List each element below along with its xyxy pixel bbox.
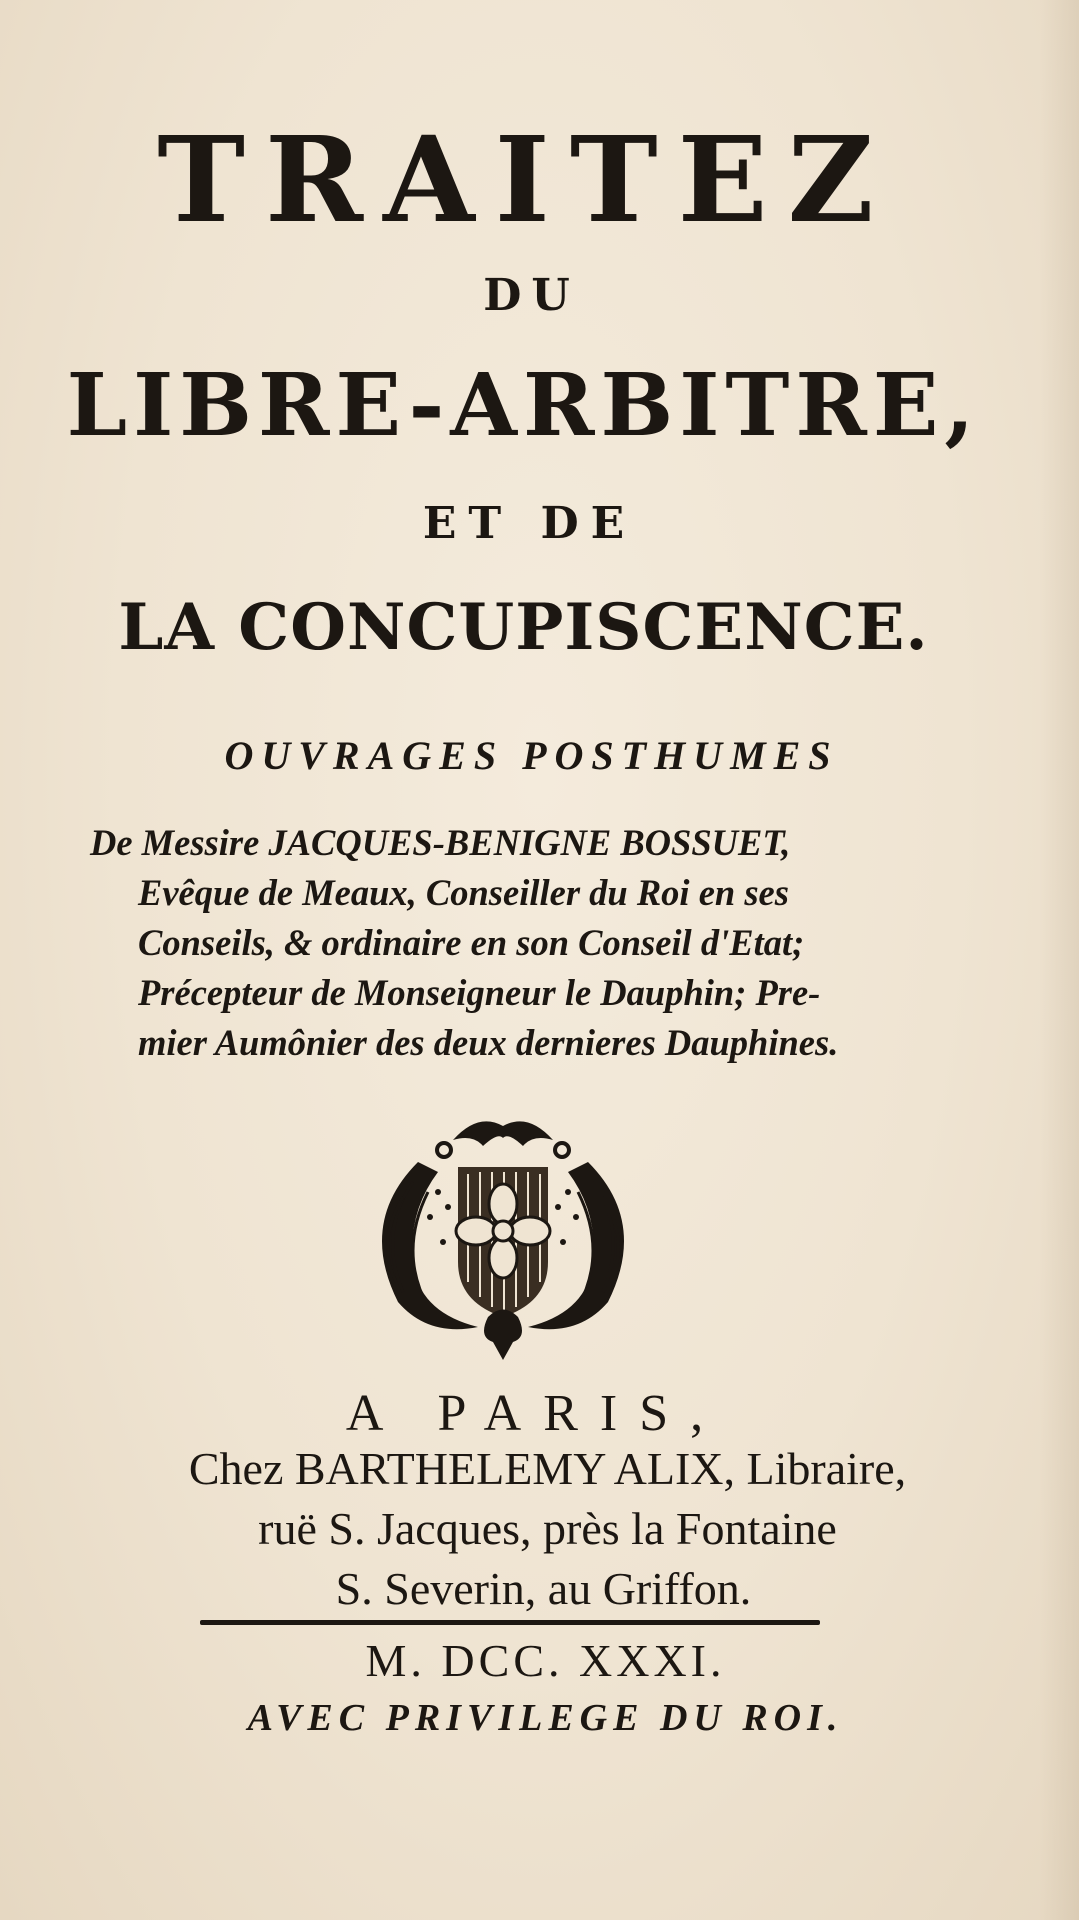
author-line: Conseils, & ordinaire en son Conseil d'Etat; [138, 922, 805, 963]
floral-vignette-icon [358, 1112, 648, 1362]
publisher-address-line: S. Severin, au Griffon. [335, 1563, 752, 1614]
publisher-line: Chez BARTHELEMY ALIX, Libraire, [188, 1443, 907, 1494]
royal-privilege: AVEC PRIVILEGE DU ROI. [247, 1697, 844, 1739]
author-block [90, 818, 910, 1068]
author-line: Evêque de Meaux, Conseiller du Roi en ses [138, 872, 789, 913]
subject-libre-arbitre: LIBRE-ARBITRE, [66, 355, 981, 456]
author-line: De Messire JACQUES-BENIGNE BOSSUET, [90, 822, 791, 863]
title-connector-et-de: ET DE [422, 498, 637, 549]
publication-year: M. DCC. XXXI. [365, 1635, 726, 1686]
subject-concupiscence: LA CONCUPISCENCE. [118, 590, 929, 665]
author-line: Précepteur de Monseigneur le Dauphin; Pre- [138, 972, 821, 1013]
title-connector-du: DU [483, 270, 580, 321]
book-title: TRAITEZ [157, 110, 894, 249]
divider-rule [200, 1620, 820, 1625]
imprint-city: A PARIS, [345, 1385, 726, 1442]
publisher-address-line: ruë S. Jacques, près la Fontaine [258, 1503, 837, 1554]
works-heading: OUVRAGES POSTHUMES [224, 733, 839, 778]
author-line: mier Aumônier des deux dernieres Dauphines. [138, 1022, 839, 1063]
